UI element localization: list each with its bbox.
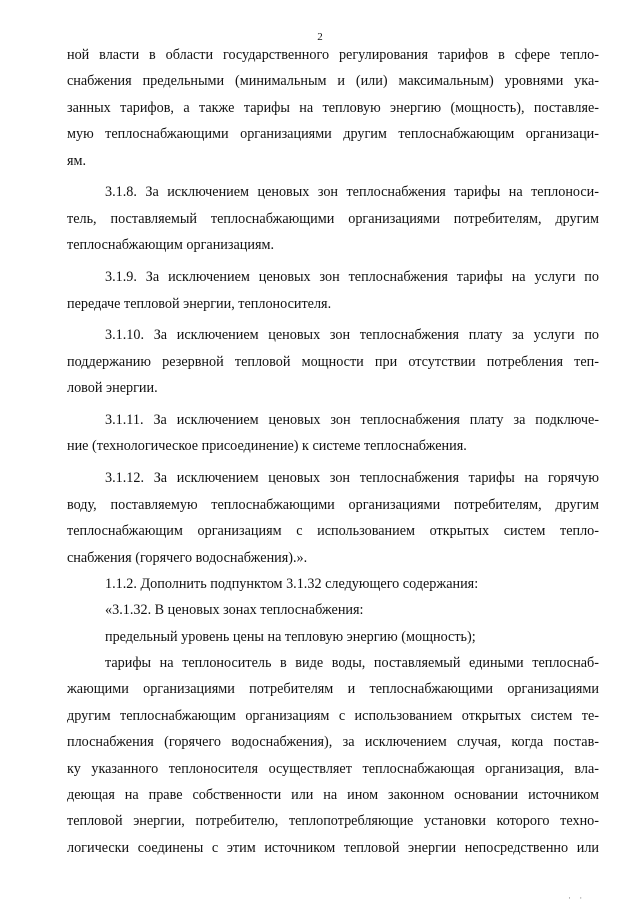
text-line: тепловой энергии, потребителю, теплопотребляющие установки которого техно- [67,813,599,830]
text-line: воду, поставляемую теплоснабжающими организациями потребителям, другим [67,496,599,513]
document-body [67,42,599,861]
text-line: жающими организациями потребителям и теплоснабжающими организациями [67,681,599,698]
text-line: занных тарифов, а также тарифы на тепловую энергию (мощность), поставляе- [67,99,599,116]
text-line: другим теплоснабжающим организациям с использованием открытых систем те- [67,707,599,724]
text-line-1-1-2: 1.1.2. Дополнить подпунктом 3.1.32 следующего содержания: [105,575,479,592]
text-line: теплоснабжающим организациям. [67,237,275,254]
text-line: тель, поставляемый теплоснабжающими организациями потребителям, другим [67,210,599,227]
text-line: теплоснабжающим организациям с использованием открытых систем тепло- [67,523,599,540]
text-line: снабжения предельными (минимальным и (или) максимальным) уровнями ука- [67,73,599,90]
text-line: плоснабжения (горячего водоснабжения), за исключением случая, когда постав- [67,734,599,751]
page-number: 2 [317,31,323,43]
text-line: ловой энергии. [67,380,158,397]
text-line-3-1-10: 3.1.10. За исключением ценовых зон теплоснабжения плату за услуги по [105,327,599,344]
text-line-3-1-32: «3.1.32. В ценовых зонах теплоснабжения: [105,602,364,619]
text-line: деющая на праве собственности или на ином законном основании источником [67,787,599,804]
text-line: мую теплоснабжающими организациями другим теплоснабжающим организаци- [67,126,599,143]
text-line: тарифы на теплоноситель в виде воды, поставляемый едиными теплоснаб- [105,655,599,672]
text-line: снабжения (горячего водоснабжения).». [67,549,308,566]
text-line-3-1-11: 3.1.11. За исключением ценовых зон теплоснабжения плату за подключе- [105,412,599,429]
text-line: ной власти в области государственного регулирования тарифов в сфере тепло- [67,47,599,63]
text-line: предельный уровень цены на тепловую энергию (мощность); [105,628,476,645]
text-line: передаче тепловой энергии, теплоносителя. [67,295,332,312]
text-line-3-1-12: 3.1.12. За исключением ценовых зон теплоснабжения тарифы на горячую [105,470,599,487]
text-line: поддержанию резервной тепловой мощности при отсутствии потребления теп- [67,353,599,370]
text-line-3-1-9: 3.1.9. За исключением ценовых зон теплоснабжения тарифы на услуги по [105,269,599,286]
text-line: ям. [67,152,87,169]
corner-marks: · · [568,893,586,903]
text-line: ние (технологическое присоединение) к системе теплоснабжения. [67,438,467,455]
text-line: логически соединены с этим источником тепловой энергии непосредственно или [67,839,599,856]
text-line-3-1-8: 3.1.8. За исключением ценовых зон теплоснабжения тарифы на теплоноси- [105,184,599,201]
text-line: ку указанного теплоносителя осуществляет теплоснабжающая организация, вла- [67,760,599,777]
